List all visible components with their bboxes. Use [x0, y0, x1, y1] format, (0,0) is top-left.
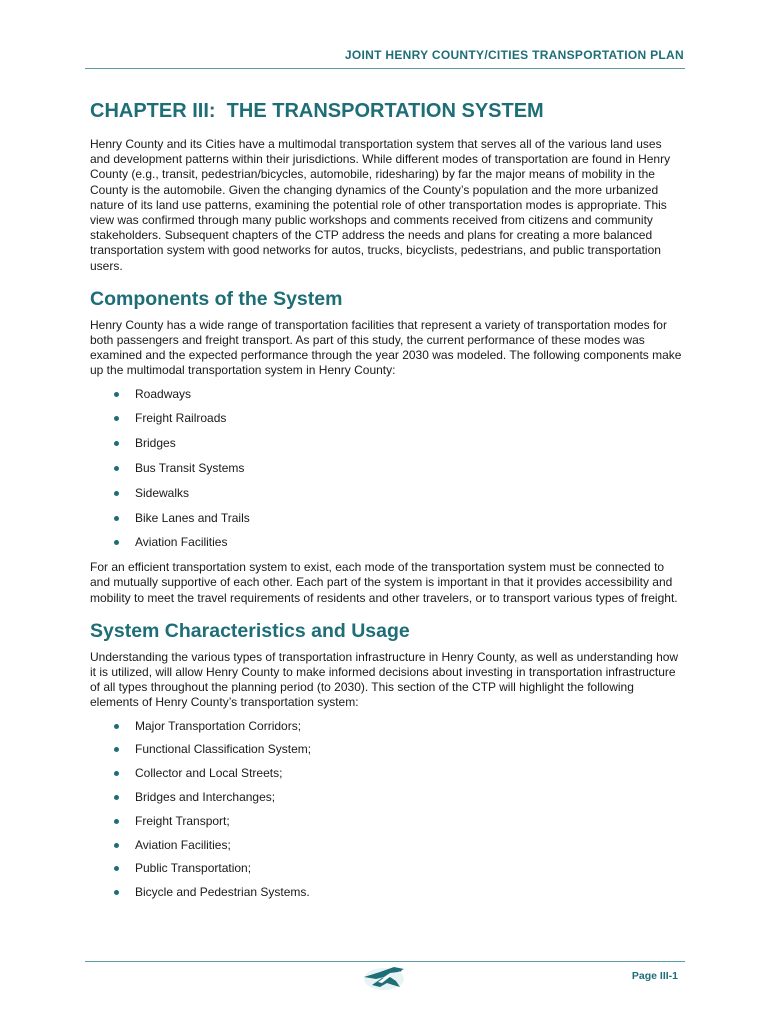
bullet-icon [114, 392, 119, 397]
characteristics-list [90, 719, 682, 901]
list-item-label: Freight Transport; [135, 813, 230, 828]
components-list [90, 387, 682, 551]
list-item [90, 461, 682, 476]
bullet-icon [114, 866, 119, 871]
list-item [90, 719, 682, 734]
list-item-label: Functional Classification System; [135, 742, 312, 757]
bullet-icon [114, 819, 119, 824]
list-item-label: Aviation Facilities; [135, 837, 231, 852]
list-item [90, 861, 682, 876]
list-item-label: Bridges [135, 436, 176, 451]
bullet-icon [114, 466, 119, 471]
bullet-icon [114, 890, 119, 895]
characteristics-heading: System Characteristics and Usage [90, 619, 410, 642]
page-number: Page III-1 [631, 970, 678, 982]
henry-county-logo-icon [360, 963, 408, 993]
list-item [90, 511, 682, 526]
bullet-icon [114, 516, 119, 521]
list-item-label: Collector and Local Streets; [135, 766, 283, 781]
bullet-icon [114, 416, 119, 421]
list-item [90, 436, 682, 451]
running-header: JOINT HENRY COUNTY/CITIES TRANSPORTATION PLAN [344, 48, 684, 62]
bullet-icon [114, 491, 119, 496]
chapter-intro-paragraph: Henry County and its Cities have a multimodal transportation system that serves all of the various land uses and development patterns within their jurisdictions. While different modes of transportation are found in Henry County (e.g., transit, pedestrian/bicycles, automobile, ridesharing) by far the major means of mobility in the County is the automobile. Given the changing dynamics of the County’s population and the more urbanized nature of its land use patterns, examining the potential role of other transportation modes is appropriate. This view was confirmed through many public workshops and comments received from citizens and community stakeholders. Subsequent chapters of the CTP address the needs and plans for creating a more balanced transportation system with good networks for autos, trucks, bicyclists, pedestrians, and public transportation users. [90, 137, 671, 273]
list-item-label: Bridges and Interchanges; [135, 790, 276, 805]
header-divider [85, 68, 685, 69]
list-item-label: Roadways [135, 386, 192, 401]
list-item-label: Freight Railroads [135, 411, 227, 426]
list-item [90, 742, 682, 757]
chapter-title: CHAPTER III: THE TRANSPORTATION SYSTEM [90, 100, 544, 122]
list-item [90, 387, 682, 402]
list-item-label: Sidewalks [135, 485, 190, 500]
list-item [90, 535, 682, 550]
bullet-icon [114, 843, 119, 848]
list-item-label: Major Transportation Corridors; [135, 718, 302, 733]
bullet-icon [114, 771, 119, 776]
bullet-icon [114, 795, 119, 800]
list-item [90, 766, 682, 781]
list-item-label: Aviation Facilities [135, 535, 228, 550]
characteristics-intro-paragraph: Understanding the various types of transportation infrastructure in Henry County, as well as understanding how it is utilized, will allow Henry County to make informed decisions about investing in transportation infrastructure of all types throughout the planning period (to 2030). This section of the CTP will highlight the following elements of Henry County’s transportation system: [90, 649, 679, 710]
list-item [90, 790, 682, 805]
bullet-icon [114, 724, 119, 729]
components-intro-paragraph: Henry County has a wide range of transportation facilities that represent a variety of transportation modes for both passengers and freight transport. As part of this study, the current performance of these modes was examined and the expected performance through the year 2030 was modeled. The following components make up the multimodal transportation system in Henry County: [90, 317, 682, 378]
list-item-label: Public Transportation; [135, 861, 252, 876]
list-item [90, 411, 682, 426]
list-item-label: Bicycle and Pedestrian Systems. [135, 885, 310, 900]
footer-divider [85, 961, 685, 962]
components-heading: Components of the System [90, 287, 343, 310]
bullet-icon [114, 540, 119, 545]
list-item [90, 885, 682, 900]
bullet-icon [114, 441, 119, 446]
components-closing-paragraph: For an efficient transportation system to exist, each mode of the transportation system must be connected to and mutually supportive of each other. Each part of the system is important in that it provides accessibility and mobility to meet the travel requirements of residents and other travelers, or to transport various types of freight. [90, 560, 678, 605]
list-item [90, 486, 682, 501]
bullet-icon [114, 747, 119, 752]
list-item [90, 814, 682, 829]
list-item [90, 838, 682, 853]
page-content [90, 98, 682, 909]
list-item-label: Bike Lanes and Trails [135, 510, 250, 525]
list-item-label: Bus Transit Systems [135, 461, 245, 476]
